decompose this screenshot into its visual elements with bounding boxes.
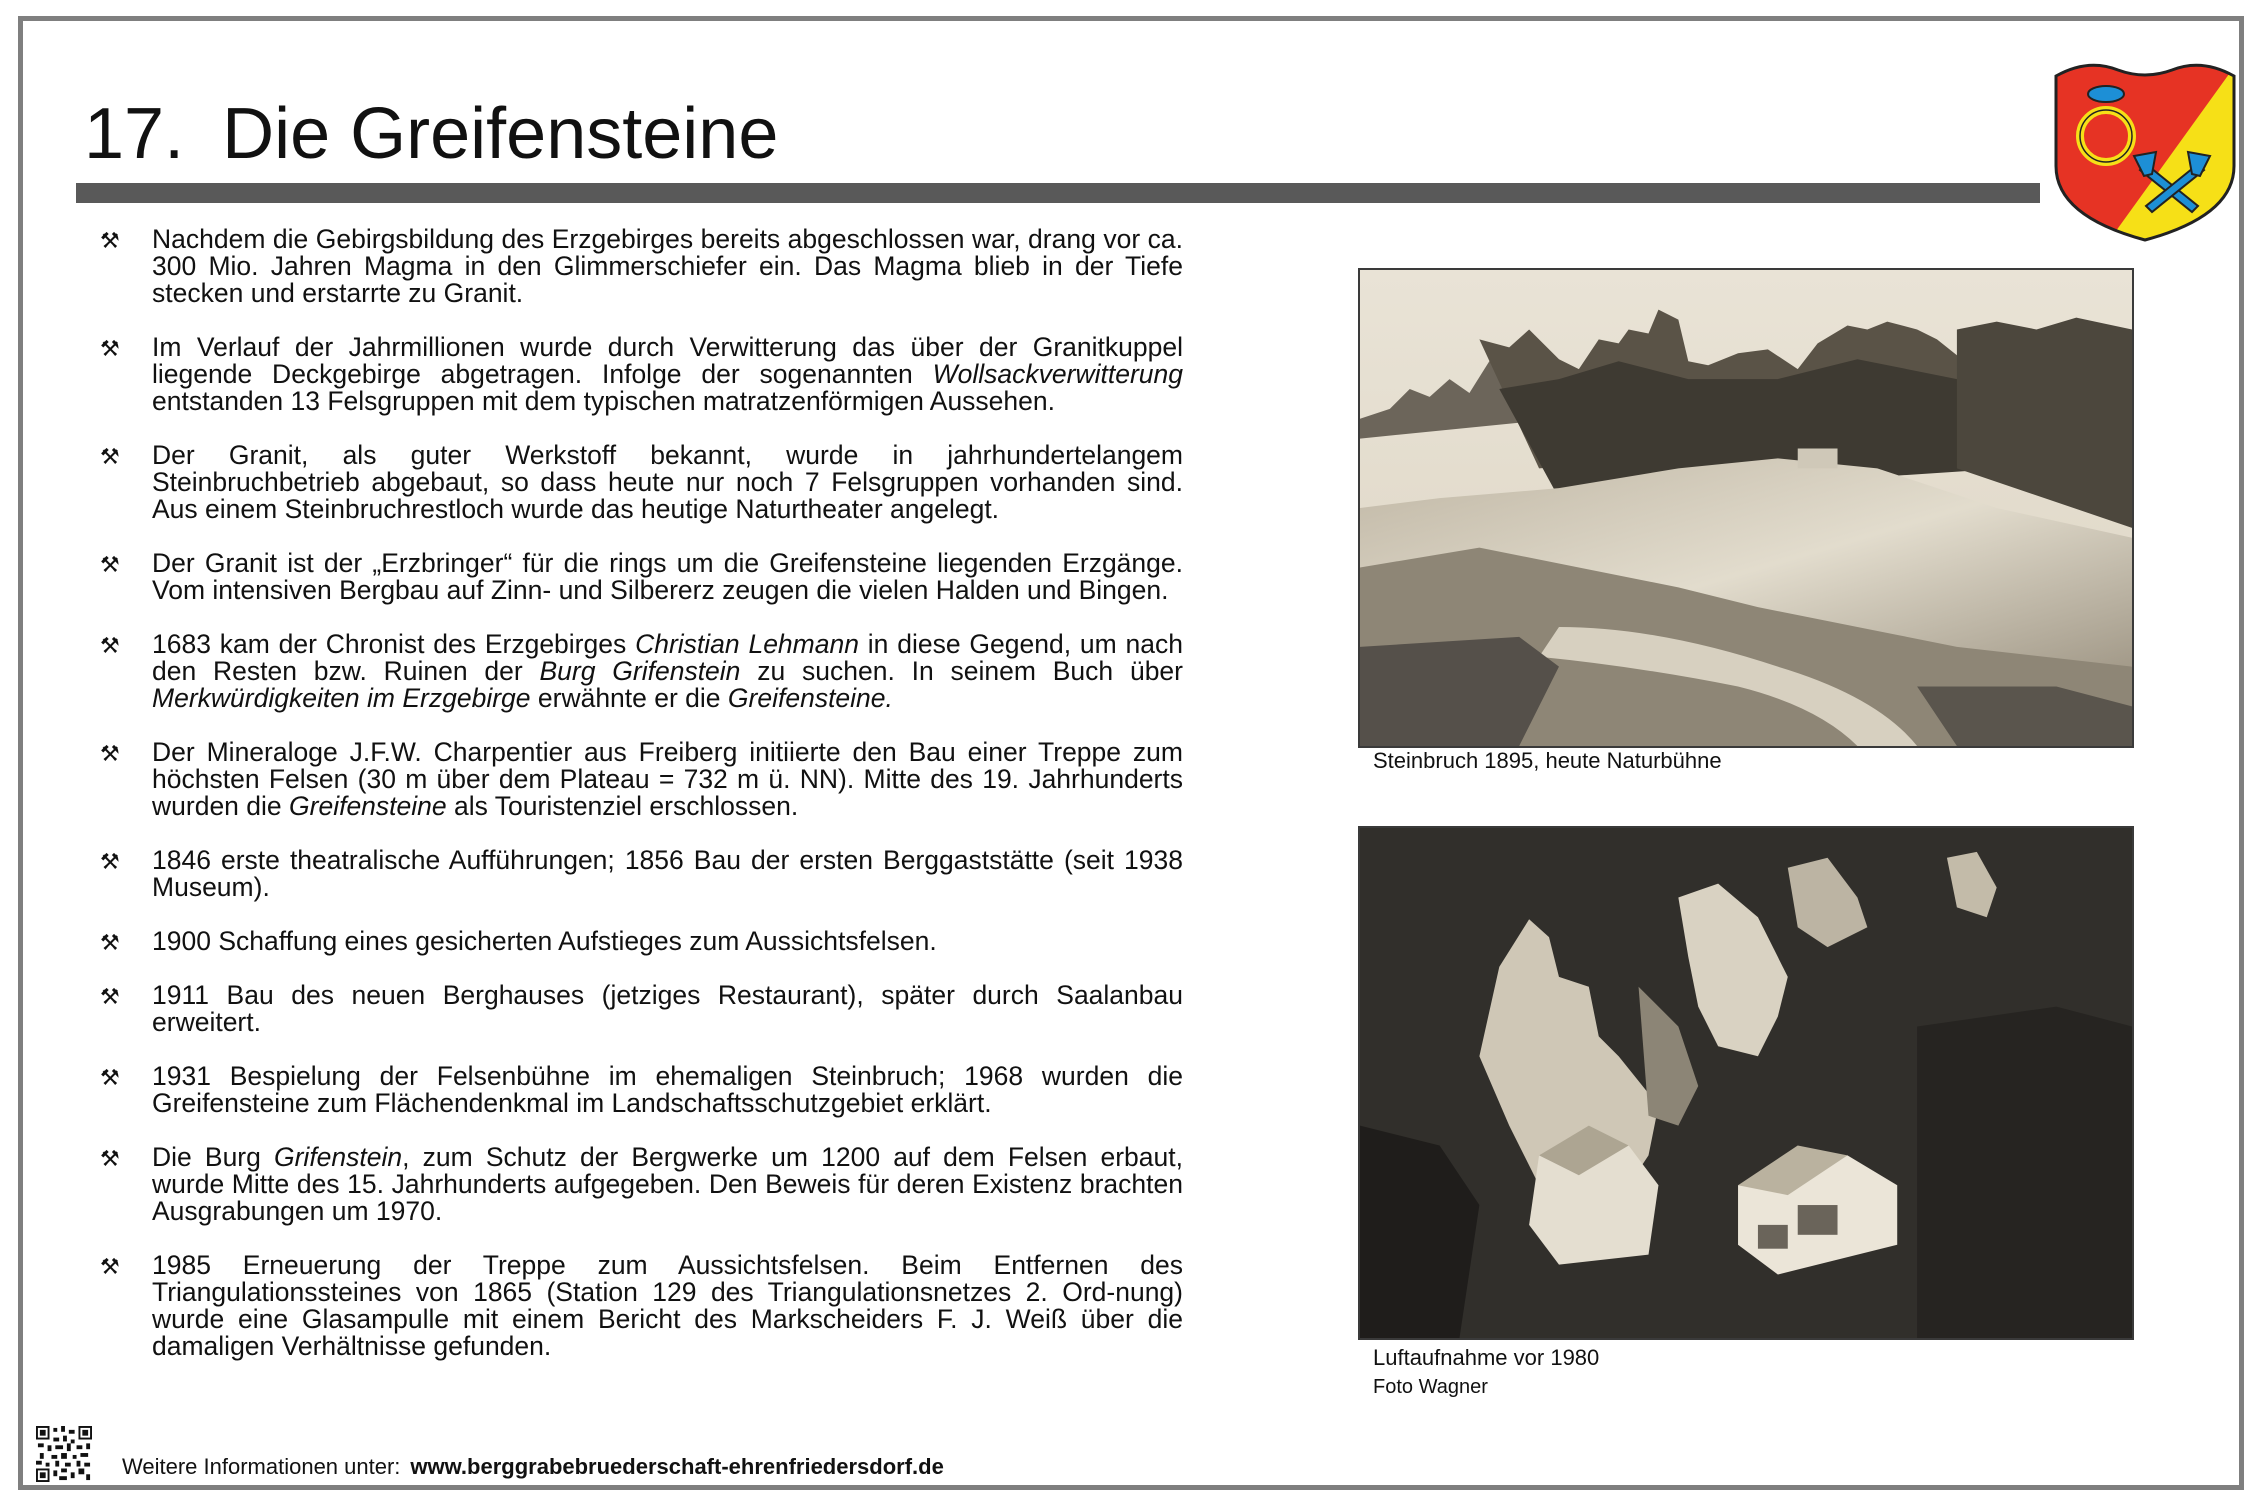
- bullet-text: 1985 Erneuerung der Treppe zum Aussichtsfelsen. Beim Entfernen des Triangulationssteines von 1865 (Station 129 des Triangulationsnetzes 2. Ord-nung) wurde eine Glasampulle mit einem Bericht des Markscheiders F. J. Weiß über die damaligen Verhältnisse gefunden.: [152, 1250, 1183, 1361]
- bullet-item: [100, 631, 1183, 712]
- hammer-pick-icon: ⚒: [100, 1146, 120, 1171]
- quarry-photo-caption: Steinbruch 1895, heute Naturbühne: [1373, 748, 1722, 773]
- coat-of-arms-icon: [2048, 56, 2242, 242]
- hammer-pick-icon: ⚒: [100, 228, 120, 253]
- aerial-photo-caption: Luftaufnahme vor 1980: [1373, 1345, 1600, 1370]
- bullet-item: [100, 982, 1183, 1036]
- page-title-text: Die Greifensteine: [222, 94, 779, 174]
- bullet-text: entstanden 13 Felsgruppen mit dem typischen matratzenförmigen Aussehen.: [152, 386, 1055, 416]
- page-number: 17.: [84, 94, 185, 174]
- aerial-photo-credit: Foto Wagner: [1373, 1376, 1488, 1398]
- bullet-text: als Touristenziel erschlossen.: [446, 791, 799, 821]
- aerial-photo: [1358, 826, 2134, 1340]
- bullet-text-italic: Christian Lehmann: [635, 629, 859, 659]
- bullet-text: Der Granit, als guter Werkstoff bekannt, wurde in jahrhundertelangem Steinbruchbetrieb abgebaut, so dass heute nur noch 7 Felsgruppen vorhanden sind. Aus einem Steinbruchrestloch wurde das heutige Naturtheater angelegt.: [152, 440, 1183, 524]
- bullet-item: [100, 1252, 1183, 1360]
- bullet-text: Der Mineraloge J.F.W. Charpentier aus Freiberg initiierte den Bau einer Treppe zum höchsten Felsen (30 m über dem Plateau = 732 m ü. NN). Mitte des 19. Jahrhunderts wurden die: [152, 737, 1183, 821]
- hammer-pick-icon: ⚒: [100, 984, 120, 1009]
- bullet-text: 1900 Schaffung eines gesicherten Aufstieges zum Aussichtsfelsen.: [152, 926, 937, 956]
- bullet-text: Im Verlauf der Jahrmillionen wurde durch Verwitterung das über der Granitkuppel liegende Deckgebirge abgetragen. Infolge der sogenannten: [152, 332, 1183, 389]
- bullet-text: zu suchen. In seinem Buch über: [740, 656, 1183, 686]
- footer-info: [122, 1454, 944, 1480]
- bullet-text-italic: Greifensteine.: [727, 683, 893, 713]
- page-title: [84, 94, 779, 174]
- bullet-text-italic: Merkwürdigkeiten im Erzgebirge: [152, 683, 531, 713]
- bullet-text-italic: Greifensteine: [289, 791, 447, 821]
- bullet-text: Der Granit ist der „Erzbringer“ für die rings um die Greifensteine liegenden Erzgänge. Vom intensiven Bergbau auf Zinn- und Silbererz zeugen die vielen Halden und Bingen.: [152, 548, 1183, 605]
- bullet-item: [100, 928, 1183, 955]
- hammer-pick-icon: ⚒: [100, 1065, 120, 1090]
- quarry-photo: [1358, 268, 2134, 748]
- bullet-text: Nachdem die Gebirgsbildung des Erzgebirges bereits abgeschlossen war, drang vor ca. 300 Mio. Jahren Magma in den Glimmerschiefer ein. Das Magma blieb in der Tiefe stecken und erstarrte zu Granit.: [152, 224, 1183, 308]
- hammer-pick-icon: ⚒: [100, 336, 120, 361]
- bullet-item: [100, 847, 1183, 901]
- bullet-text: 1931 Bespielung der Felsenbühne im ehemaligen Steinbruch; 1968 wurden die Greifensteine zum Flächendenkmal im Landschaftsschutzgebiet erklärt.: [152, 1061, 1183, 1118]
- footer-website-link[interactable]: www.berggrabebruederschaft-ehrenfriedersdorf.de: [410, 1454, 944, 1479]
- bullet-text: erwähnte er die: [530, 683, 728, 713]
- bullet-text: 1911 Bau des neuen Berghauses (jetziges Restaurant), später durch Saalanbau erweitert.: [152, 980, 1183, 1037]
- bullet-item: [100, 442, 1183, 523]
- bullet-text: , zum Schutz der Bergwerke um 1200 auf dem Felsen erbaut, wurde Mitte des 15. Jahrhunderts aufgegeben. Den Beweis für deren Existenz brachten Ausgrabungen um 1970.: [152, 1142, 1183, 1226]
- bullet-text: Die Burg: [152, 1142, 274, 1172]
- hammer-pick-icon: ⚒: [100, 1254, 120, 1279]
- hammer-pick-icon: ⚒: [100, 741, 120, 766]
- bullet-text: 1846 erste theatralische Aufführungen; 1856 Bau der ersten Berggaststätte (seit 1938 Museum).: [152, 845, 1183, 902]
- hammer-pick-icon: ⚒: [100, 552, 120, 577]
- hammer-pick-icon: ⚒: [100, 930, 120, 955]
- bullet-text: in diese Gegend, um nach den Resten bzw. Ruinen der: [152, 629, 1183, 686]
- hammer-pick-icon: ⚒: [100, 444, 120, 469]
- bullet-text: 1683 kam der Chronist des Erzgebirges: [152, 629, 636, 659]
- hammer-pick-icon: ⚒: [100, 849, 120, 874]
- bullet-item: [100, 334, 1183, 415]
- bullet-item: [100, 739, 1183, 820]
- title-underline-bar: [76, 183, 2040, 203]
- qr-code-icon[interactable]: [36, 1426, 92, 1482]
- footer-label: Weitere Informationen unter:: [122, 1454, 401, 1479]
- bullet-item: [100, 550, 1183, 604]
- bullet-text-italic: Grifenstein: [274, 1142, 403, 1172]
- bullet-item: [100, 226, 1183, 307]
- info-bullet-list: [100, 226, 1183, 1387]
- hammer-pick-icon: ⚒: [100, 633, 120, 658]
- bullet-text-italic: Wollsackverwitterung: [932, 359, 1183, 389]
- bullet-item: [100, 1144, 1183, 1225]
- bullet-item: [100, 1063, 1183, 1117]
- bullet-text-italic: Burg Grifenstein: [539, 656, 741, 686]
